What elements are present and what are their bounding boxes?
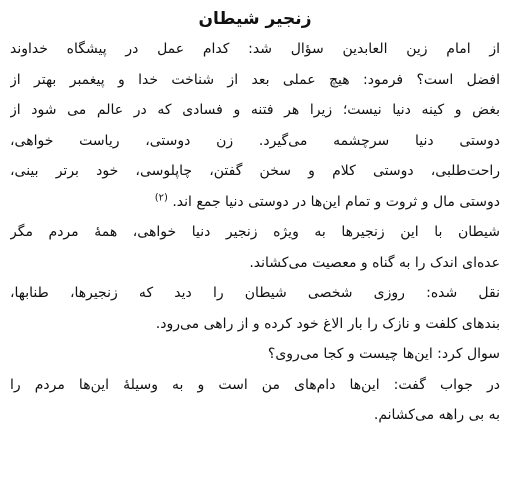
- paragraph-answer: [10, 370, 500, 431]
- text-line: افضل است؟ فرمود: هیچ عملی بعد از شناخت خدا و پیغمبر بهتر از: [10, 71, 500, 88]
- text-line-last: عده‌ای اندک را به گناه و معصیت می‌کشاند.: [249, 254, 500, 271]
- text-line: در جواب گفت: این‌ها دام‌های من است و به وسیلهٔ این‌ها مردم را: [10, 376, 500, 393]
- text-line: دوستی دنیا سرچشمه می‌گیرد. زن دوستی، ریاست خواهی،: [10, 132, 500, 149]
- document-page: [10, 4, 500, 500]
- text-line-content: دوستی مال و ثروت و تمام این‌ها در دوستی دنیا جمع اند.: [172, 193, 500, 210]
- text-line: نقل شده: روزی شخصی شیطان را دید که زنجیرها، طنابها،: [10, 285, 500, 301]
- text-line-last: [10, 187, 500, 218]
- paragraph-question: [10, 339, 500, 370]
- paragraph-hadith: [10, 34, 500, 217]
- text-line-last: بندهای کلفت و نازک را بار الاغ خود کرده و از راهی می‌رود.: [155, 315, 500, 332]
- text-line: از امام زین العابدین سؤال شد: کدام عمل در پیشگاه خداوند: [10, 41, 500, 57]
- text-line: بغض و کینه دنیا نیست؛ زیرا هر فتنه و فسادی که در عالم می شود از: [10, 102, 500, 118]
- text-line-last: سوال کرد: این‌ها چیست و کجا می‌روی؟: [267, 346, 500, 362]
- paragraph-chains: [10, 217, 500, 278]
- text-line: راحت‌طلبی، دوستی کلام و سخن گفتن، چاپلوسی، خود برتر بینی،: [10, 163, 500, 179]
- text-line: شیطان با این زنجیرها به ویژه زنجیر دنیا خواهی، همهٔ مردم مگر: [10, 224, 500, 240]
- text-line-last: به بی راهه می‌کشانم.: [373, 407, 500, 423]
- footnote-marker: (۲): [154, 191, 168, 203]
- page-title: زنجیر شیطان: [198, 9, 312, 29]
- paragraph-narration: [10, 278, 500, 339]
